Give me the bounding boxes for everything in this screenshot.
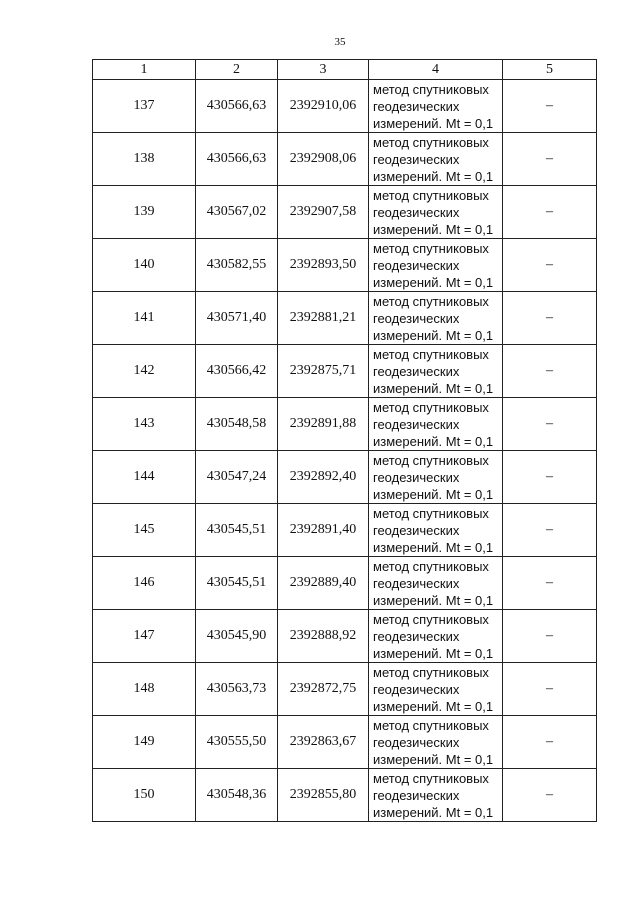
- point-number-cell: 141: [93, 292, 196, 345]
- page-number: 35: [334, 36, 346, 48]
- point-number-cell: 138: [93, 133, 196, 186]
- y-coordinate-cell: 2392889,40: [278, 557, 369, 610]
- x-coordinate-cell: 430566,42: [196, 345, 278, 398]
- y-coordinate-cell: 2392863,67: [278, 716, 369, 769]
- point-number-cell: 149: [93, 716, 196, 769]
- note-cell: –: [503, 239, 597, 292]
- note-cell: –: [503, 80, 597, 133]
- method-cell: метод спутниковых геодезических измерений. Mt = 0,1: [369, 80, 503, 133]
- table-row: [93, 610, 597, 663]
- table-row: [93, 769, 597, 822]
- note-cell: –: [503, 504, 597, 557]
- method-cell: метод спутниковых геодезических измерений. Mt = 0,1: [369, 292, 503, 345]
- note-cell: –: [503, 716, 597, 769]
- table-row: [93, 345, 597, 398]
- table-row: [93, 292, 597, 345]
- method-cell: метод спутниковых геодезических измерений. Mt = 0,1: [369, 504, 503, 557]
- method-cell: метод спутниковых геодезических измерений. Mt = 0,1: [369, 557, 503, 610]
- point-number-cell: 145: [93, 504, 196, 557]
- point-number-cell: 137: [93, 80, 196, 133]
- note-cell: –: [503, 610, 597, 663]
- note-cell: –: [503, 398, 597, 451]
- x-coordinate-cell: 430555,50: [196, 716, 278, 769]
- x-coordinate-cell: 430545,90: [196, 610, 278, 663]
- header-col-1: 1: [93, 60, 196, 80]
- table-header-row: [93, 60, 597, 80]
- table-row: [93, 239, 597, 292]
- note-cell: –: [503, 769, 597, 822]
- method-cell: метод спутниковых геодезических измерений. Mt = 0,1: [369, 716, 503, 769]
- coordinates-table: [92, 59, 597, 822]
- table-row: [93, 398, 597, 451]
- x-coordinate-cell: 430567,02: [196, 186, 278, 239]
- y-coordinate-cell: 2392891,88: [278, 398, 369, 451]
- table-row: [93, 80, 597, 133]
- method-cell: метод спутниковых геодезических измерений. Mt = 0,1: [369, 610, 503, 663]
- table-row: [93, 557, 597, 610]
- x-coordinate-cell: 430548,36: [196, 769, 278, 822]
- note-cell: –: [503, 292, 597, 345]
- method-cell: метод спутниковых геодезических измерений. Mt = 0,1: [369, 451, 503, 504]
- method-cell: метод спутниковых геодезических измерений. Mt = 0,1: [369, 239, 503, 292]
- table-row: [93, 716, 597, 769]
- y-coordinate-cell: 2392855,80: [278, 769, 369, 822]
- x-coordinate-cell: 430547,24: [196, 451, 278, 504]
- note-cell: –: [503, 557, 597, 610]
- y-coordinate-cell: 2392892,40: [278, 451, 369, 504]
- point-number-cell: 143: [93, 398, 196, 451]
- header-col-5: 5: [503, 60, 597, 80]
- x-coordinate-cell: 430563,73: [196, 663, 278, 716]
- note-cell: –: [503, 663, 597, 716]
- method-cell: метод спутниковых геодезических измерений. Mt = 0,1: [369, 398, 503, 451]
- point-number-cell: 144: [93, 451, 196, 504]
- note-cell: –: [503, 133, 597, 186]
- y-coordinate-cell: 2392872,75: [278, 663, 369, 716]
- table-row: [93, 663, 597, 716]
- x-coordinate-cell: 430566,63: [196, 80, 278, 133]
- header-col-2: 2: [196, 60, 278, 80]
- x-coordinate-cell: 430548,58: [196, 398, 278, 451]
- method-cell: метод спутниковых геодезических измерений. Mt = 0,1: [369, 186, 503, 239]
- table-row: [93, 504, 597, 557]
- point-number-cell: 150: [93, 769, 196, 822]
- method-cell: метод спутниковых геодезических измерений. Mt = 0,1: [369, 769, 503, 822]
- point-number-cell: 142: [93, 345, 196, 398]
- x-coordinate-cell: 430582,55: [196, 239, 278, 292]
- note-cell: –: [503, 186, 597, 239]
- point-number-cell: 140: [93, 239, 196, 292]
- header-col-3: 3: [278, 60, 369, 80]
- note-cell: –: [503, 345, 597, 398]
- x-coordinate-cell: 430545,51: [196, 557, 278, 610]
- x-coordinate-cell: 430571,40: [196, 292, 278, 345]
- y-coordinate-cell: 2392881,21: [278, 292, 369, 345]
- y-coordinate-cell: 2392891,40: [278, 504, 369, 557]
- y-coordinate-cell: 2392875,71: [278, 345, 369, 398]
- method-cell: метод спутниковых геодезических измерений. Mt = 0,1: [369, 663, 503, 716]
- y-coordinate-cell: 2392893,50: [278, 239, 369, 292]
- y-coordinate-cell: 2392907,58: [278, 186, 369, 239]
- y-coordinate-cell: 2392908,06: [278, 133, 369, 186]
- header-col-4: 4: [369, 60, 503, 80]
- table-row: [93, 451, 597, 504]
- point-number-cell: 146: [93, 557, 196, 610]
- x-coordinate-cell: 430566,63: [196, 133, 278, 186]
- note-cell: –: [503, 451, 597, 504]
- method-cell: метод спутниковых геодезических измерений. Mt = 0,1: [369, 345, 503, 398]
- table-row: [93, 186, 597, 239]
- point-number-cell: 148: [93, 663, 196, 716]
- point-number-cell: 139: [93, 186, 196, 239]
- x-coordinate-cell: 430545,51: [196, 504, 278, 557]
- point-number-cell: 147: [93, 610, 196, 663]
- table-row: [93, 133, 597, 186]
- method-cell: метод спутниковых геодезических измерений. Mt = 0,1: [369, 133, 503, 186]
- y-coordinate-cell: 2392910,06: [278, 80, 369, 133]
- y-coordinate-cell: 2392888,92: [278, 610, 369, 663]
